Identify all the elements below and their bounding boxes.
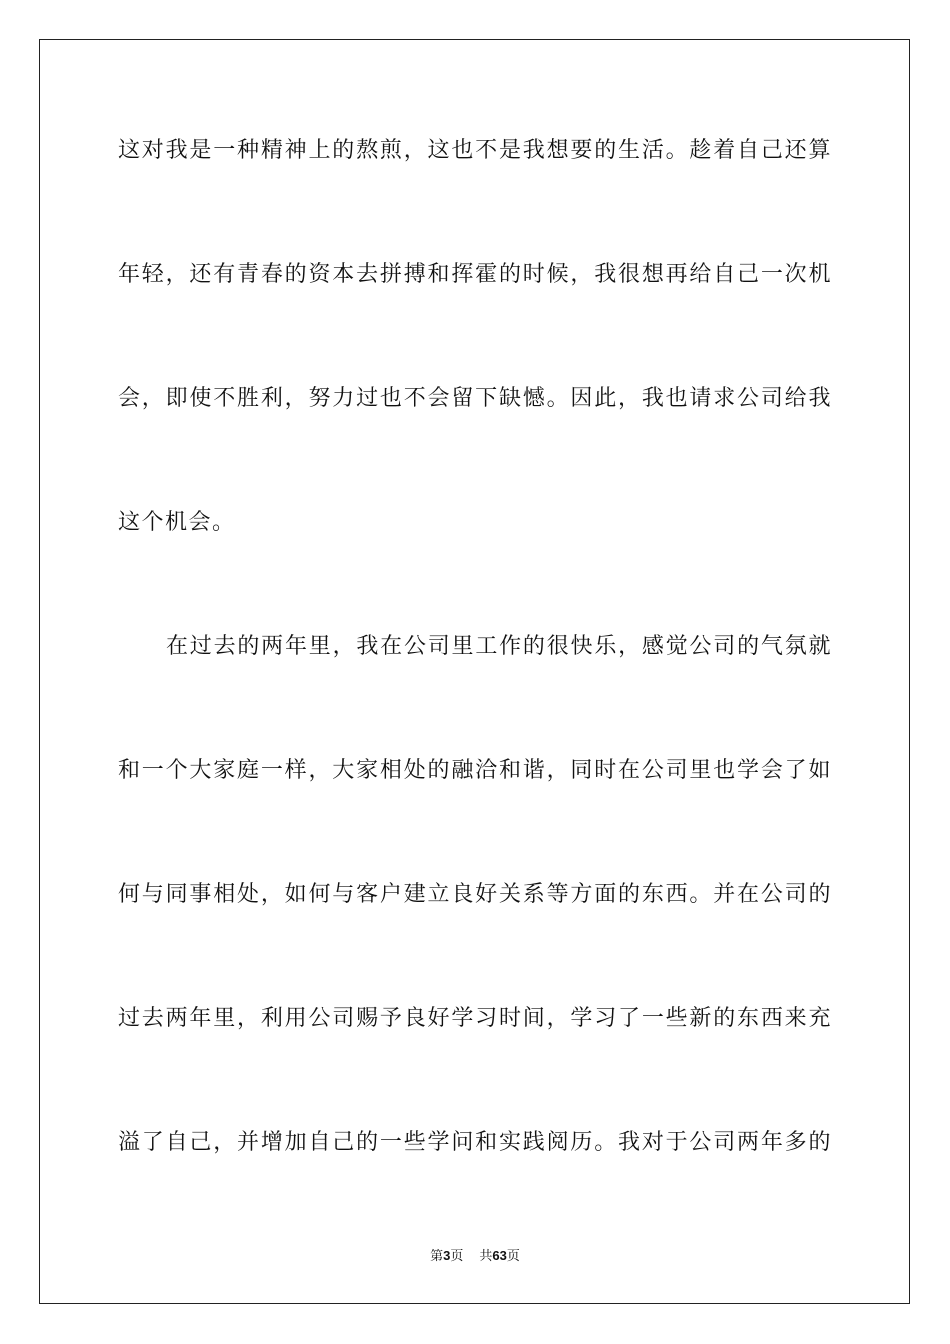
body-line-2: 年轻，还有青春的资本去拼搏和挥霍的时候，我很想再给自己一次机: [118, 262, 832, 287]
body-line-8: 过去两年里，利用公司赐予良好学习时间，学习了一些新的东西来充: [118, 1006, 832, 1031]
page-number-prefix: 第: [430, 1249, 444, 1264]
body-line-7: 何与同事相处，如何与客户建立良好关系等方面的东西。并在公司的: [118, 882, 832, 907]
body-line-5-paragraph-start: 在过去的两年里，我在公司里工作的很快乐，感觉公司的气氛就: [166, 634, 832, 659]
total-pages-prefix: 共: [479, 1249, 493, 1264]
body-line-4: 这个机会。: [118, 510, 236, 535]
page-footer: [0, 1247, 950, 1266]
total-pages: 63: [492, 1248, 507, 1263]
page-number-suffix: 页: [450, 1249, 464, 1264]
body-line-6: 和一个大家庭一样，大家相处的融洽和谐，同时在公司里也学会了如: [118, 758, 832, 783]
body-line-1: 这对我是一种精神上的熬煎，这也不是我想要的生活。趁着自己还算: [118, 138, 832, 163]
body-line-9: 溢了自己，并增加自己的一些学问和实践阅历。我对于公司两年多的: [118, 1130, 832, 1155]
page-number: 3: [443, 1248, 451, 1263]
total-pages-suffix: 页: [506, 1249, 520, 1264]
body-line-3: 会，即使不胜利，努力过也不会留下缺憾。因此，我也请求公司给我: [118, 386, 832, 411]
page-border: [39, 39, 910, 1304]
